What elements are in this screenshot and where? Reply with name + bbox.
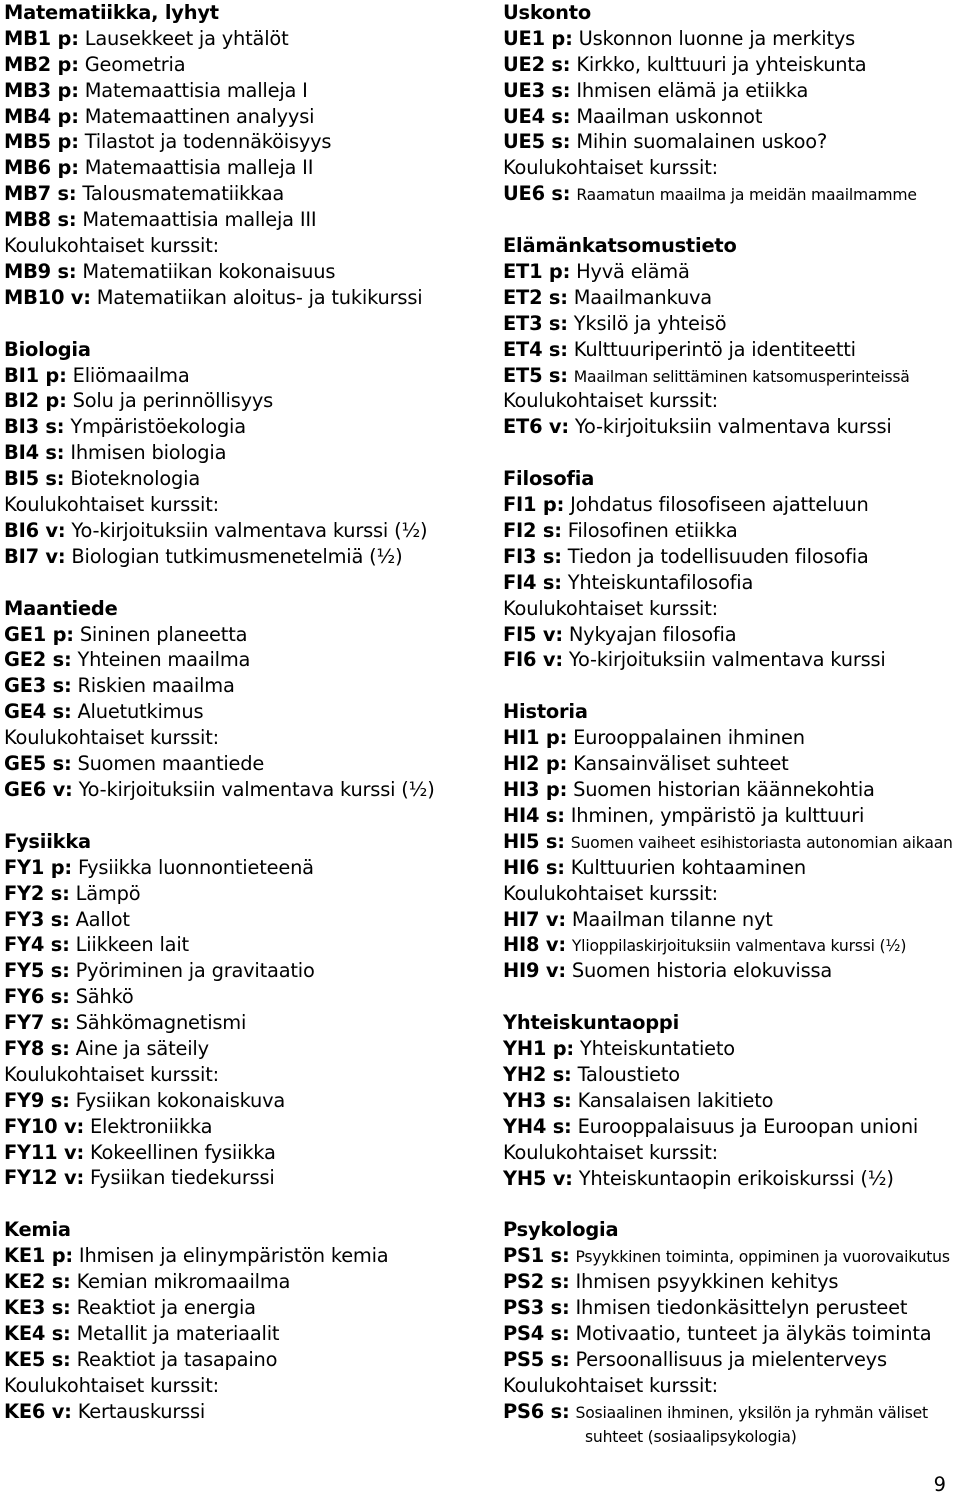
- course-title: Suomen maantiede: [77, 752, 265, 776]
- course-line: [4, 699, 492, 725]
- course-line: [4, 907, 492, 933]
- course-title: Eurooppalainen ihminen: [573, 726, 805, 750]
- course-title: Kokeellinen fysiikka: [90, 1140, 276, 1164]
- course-code: GE5 s:: [4, 752, 72, 776]
- school-specific-courses-label: [503, 388, 960, 414]
- course-title: Matemaattisia malleja III: [82, 208, 317, 232]
- course-line: [4, 129, 492, 155]
- course-title: Maailmankuva: [573, 285, 712, 309]
- course-title: Solu ja perinnöllisyys: [72, 389, 274, 413]
- course-line: [503, 829, 960, 855]
- subject-section-biologia: [4, 337, 492, 570]
- course-title: Aallot: [75, 907, 130, 931]
- course-title: Kansalaisen lakitieto: [577, 1088, 774, 1112]
- course-title: Yo-kirjoituksiin valmentava kurssi (½): [78, 777, 435, 801]
- course-line: [4, 104, 492, 130]
- course-line: [503, 1088, 960, 1114]
- course-code: GE3 s:: [4, 674, 72, 698]
- school-specific-courses-label: [503, 1140, 960, 1166]
- course-line: [503, 104, 960, 130]
- course-line: [503, 647, 960, 673]
- course-title: Eliömaailma: [72, 363, 190, 387]
- course-code: ET4 s:: [503, 337, 568, 361]
- course-code: MB10 v:: [4, 285, 91, 309]
- course-title: Liikkeen lait: [75, 933, 189, 957]
- course-code: ET6 v:: [503, 415, 569, 439]
- subject-heading: Historia: [503, 700, 588, 724]
- course-code: FI1 p:: [503, 493, 565, 517]
- course-line: [4, 363, 492, 389]
- course-title: Yo-kirjoituksiin valmentava kurssi: [568, 648, 886, 672]
- course-code: FY11 v:: [4, 1140, 85, 1164]
- course-title: Sähkö: [75, 985, 134, 1009]
- course-title: Biologian tutkimusmenetelmiä (½): [71, 544, 403, 568]
- course-line: [503, 129, 960, 155]
- school-specific-courses-label: [4, 233, 492, 259]
- course-title: Yhteiskuntaopin erikoiskurssi (½): [578, 1166, 894, 1190]
- left-column: [4, 0, 492, 1450]
- course-line: [503, 1295, 960, 1321]
- course-line: [4, 259, 492, 285]
- course-line: [4, 1036, 492, 1062]
- course-code: UE3 s:: [503, 78, 571, 102]
- subject-section-historia: [503, 699, 960, 984]
- course-code: UE5 s:: [503, 130, 571, 154]
- course-code: FY8 s:: [4, 1036, 70, 1060]
- course-code: BI1 p:: [4, 363, 67, 387]
- course-line: [503, 78, 960, 104]
- course-line: [503, 803, 960, 829]
- course-line: [503, 1036, 960, 1062]
- course-title-continuation: suhteet (sosiaalipsykologia): [585, 1427, 797, 1446]
- school-specific-courses-label: [503, 1373, 960, 1399]
- right-column: [503, 0, 960, 1476]
- course-code: BI4 s:: [4, 441, 65, 465]
- course-line: [503, 1321, 960, 1347]
- course-line: [4, 414, 492, 440]
- school-specific-courses-label: [503, 596, 960, 622]
- course-line: [503, 285, 960, 311]
- course-line: [4, 52, 492, 78]
- course-code: FY10 v:: [4, 1114, 85, 1138]
- course-line: [503, 777, 960, 803]
- course-code: PS6 s:: [503, 1399, 570, 1423]
- course-title: Matematiikan aloitus- ja tukikurssi: [96, 285, 423, 309]
- subject-heading: Yhteiskuntaoppi: [503, 1011, 680, 1035]
- course-line: [503, 855, 960, 881]
- course-code: KE1 p:: [4, 1244, 73, 1268]
- course-line: [4, 647, 492, 673]
- course-line: [4, 1088, 492, 1114]
- course-code: HI4 s:: [503, 803, 565, 827]
- course-title: Hyvä elämä: [576, 260, 690, 284]
- course-code: FY5 s:: [4, 959, 70, 983]
- course-line: [4, 1140, 492, 1166]
- course-line: [4, 1295, 492, 1321]
- course-code: MB3 p:: [4, 78, 79, 102]
- course-code: YH3 s:: [503, 1088, 572, 1112]
- course-line: [4, 466, 492, 492]
- course-code: FI6 v:: [503, 648, 563, 672]
- course-title: Koulukohtaiset kurssit:: [503, 596, 718, 620]
- course-line: [503, 363, 960, 389]
- course-title: Tilastot ja todennäköisyys: [84, 130, 332, 154]
- course-code: YH2 s:: [503, 1062, 572, 1086]
- course-line: [4, 181, 492, 207]
- course-code: BI6 v:: [4, 518, 66, 542]
- course-code: FY3 s:: [4, 907, 70, 931]
- course-title: Yhteiskuntatieto: [579, 1037, 735, 1061]
- course-title: Koulukohtaiset kurssit:: [4, 234, 219, 258]
- course-code: PS4 s:: [503, 1321, 570, 1345]
- course-code: PS2 s:: [503, 1270, 570, 1294]
- course-code: ET1 p:: [503, 260, 571, 284]
- course-title: Fysiikka luonnontieteenä: [77, 855, 314, 879]
- course-line: [4, 1321, 492, 1347]
- course-title: Reaktiot ja energia: [76, 1295, 256, 1319]
- course-code: HI8 v:: [503, 933, 566, 957]
- course-title: Koulukohtaiset kurssit:: [503, 389, 718, 413]
- subject-section-matematiikka-lyhyt: [4, 0, 492, 311]
- course-title: Geometria: [84, 52, 186, 76]
- course-code: KE3 s:: [4, 1295, 71, 1319]
- course-code: KE2 s:: [4, 1270, 71, 1294]
- course-code: YH4 s:: [503, 1114, 572, 1138]
- course-code: KE6 v:: [4, 1399, 72, 1423]
- subject-section-maantiede: [4, 596, 492, 803]
- course-code: MB1 p:: [4, 26, 79, 50]
- subject-heading: Psykologia: [503, 1218, 619, 1242]
- course-line: [503, 932, 960, 958]
- course-line: [4, 518, 492, 544]
- course-line: [503, 1347, 960, 1373]
- course-line: [503, 1062, 960, 1088]
- course-title: Maailman uskonnot: [576, 104, 763, 128]
- course-code: FI4 s:: [503, 570, 562, 594]
- course-line: [503, 907, 960, 933]
- course-line: [4, 155, 492, 181]
- course-title: Yo-kirjoituksiin valmentava kurssi: [574, 415, 892, 439]
- course-code: MB4 p:: [4, 104, 79, 128]
- course-code: FY9 s:: [4, 1088, 70, 1112]
- course-title: Pyöriminen ja gravitaatio: [75, 959, 315, 983]
- course-code: FI3 s:: [503, 544, 562, 568]
- course-title: Ihmisen biologia: [70, 441, 227, 465]
- course-title: Raamatun maailma ja meidän maailmamme: [576, 186, 917, 205]
- course-title: Metallit ja materiaalit: [76, 1321, 280, 1345]
- course-line: [4, 1399, 492, 1425]
- course-code: HI2 p:: [503, 752, 568, 776]
- course-line: [503, 725, 960, 751]
- course-title: Koulukohtaiset kurssit:: [503, 1373, 718, 1397]
- course-line: [503, 259, 960, 285]
- course-title: Reaktiot ja tasapaino: [76, 1347, 278, 1371]
- subject-heading: Fysiikka: [4, 829, 91, 853]
- course-line: [4, 207, 492, 233]
- course-line: [503, 1399, 960, 1425]
- course-title: Elektroniikka: [90, 1114, 213, 1138]
- course-code: PS5 s:: [503, 1347, 570, 1371]
- course-line: [4, 1243, 492, 1269]
- course-code: HI9 v:: [503, 959, 566, 983]
- course-line: [4, 544, 492, 570]
- course-line: [4, 777, 492, 803]
- course-line: [503, 544, 960, 570]
- course-code: FY2 s:: [4, 881, 70, 905]
- subject-heading: Uskonto: [503, 1, 591, 24]
- course-code: FY4 s:: [4, 933, 70, 957]
- course-title: Tiedon ja todellisuuden filosofia: [567, 544, 869, 568]
- subject-heading: Kemia: [4, 1218, 71, 1242]
- subject-heading: Biologia: [4, 337, 91, 361]
- course-code: FY7 s:: [4, 1011, 70, 1035]
- course-title: Ihmisen tiedonkäsittelyn perusteet: [575, 1296, 908, 1320]
- course-title: Ihmisen psyykkinen kehitys: [575, 1270, 839, 1294]
- course-line: [4, 622, 492, 648]
- course-title: Persoonallisuus ja mielenterveys: [575, 1347, 887, 1371]
- course-title: Koulukohtaiset kurssit:: [4, 1062, 219, 1086]
- course-title: Sininen planeetta: [79, 622, 248, 646]
- subject-section-kemia: [4, 1217, 492, 1424]
- course-title: Lämpö: [75, 881, 141, 905]
- course-line: [4, 26, 492, 52]
- course-line: [4, 1347, 492, 1373]
- course-title: Maailman selittäminen katsomusperinteissä: [573, 367, 910, 386]
- course-code: PS1 s:: [503, 1244, 570, 1268]
- course-code: YH5 v:: [503, 1166, 573, 1190]
- course-line: [503, 1114, 960, 1140]
- course-code: HI1 p:: [503, 726, 568, 750]
- course-line: [4, 1114, 492, 1140]
- course-code: UE4 s:: [503, 104, 571, 128]
- course-title: Kansainväliset suhteet: [573, 752, 789, 776]
- subject-section-uskonto: [503, 0, 960, 207]
- course-line: [503, 751, 960, 777]
- course-title: Uskonnon luonne ja merkitys: [578, 26, 856, 50]
- school-specific-courses-label: [503, 155, 960, 181]
- course-code: FI5 v:: [503, 622, 563, 646]
- course-code: MB8 s:: [4, 208, 77, 232]
- course-code: UE1 p:: [503, 26, 573, 50]
- course-title: Ihmisen ja elinympäristön kemia: [78, 1244, 389, 1268]
- subject-section-filosofia: [503, 466, 960, 673]
- course-code: KE4 s:: [4, 1321, 71, 1345]
- course-line: [503, 337, 960, 363]
- course-code: BI3 s:: [4, 415, 65, 439]
- course-title: Ihminen, ympäristö ja kulttuuri: [570, 803, 865, 827]
- course-code: UE2 s:: [503, 52, 571, 76]
- course-title: Fysiikan kokonaiskuva: [75, 1088, 286, 1112]
- course-title: Riskien maailma: [77, 674, 235, 698]
- course-title: Koulukohtaiset kurssit:: [503, 1140, 718, 1164]
- course-title: Koulukohtaiset kurssit:: [4, 726, 219, 750]
- course-title: Yhteinen maailma: [77, 648, 251, 672]
- course-title: Motivaatio, tunteet ja älykäs toiminta: [575, 1321, 932, 1345]
- course-title: Koulukohtaiset kurssit:: [503, 881, 718, 905]
- course-code: GE1 p:: [4, 622, 74, 646]
- course-code: GE4 s:: [4, 700, 72, 724]
- course-line: [503, 26, 960, 52]
- course-title: Mihin suomalainen uskoo?: [576, 130, 828, 154]
- course-code: KE5 s:: [4, 1347, 71, 1371]
- course-title: Lausekkeet ja yhtälöt: [84, 26, 289, 50]
- course-title: Sähkömagnetismi: [75, 1011, 247, 1035]
- course-line: [4, 984, 492, 1010]
- course-title: Nykyajan filosofia: [568, 622, 737, 646]
- course-code: BI7 v:: [4, 544, 66, 568]
- course-title: Fysiikan tiedekurssi: [90, 1166, 275, 1190]
- school-specific-courses-label: [503, 881, 960, 907]
- course-line: [4, 751, 492, 777]
- course-title: Yo-kirjoituksiin valmentava kurssi (½): [71, 518, 428, 542]
- subject-heading: Maantiede: [4, 596, 118, 620]
- course-title: Kulttuuriperintö ja identiteetti: [573, 337, 856, 361]
- course-code: HI3 p:: [503, 778, 568, 802]
- course-code: ET5 s:: [503, 363, 568, 387]
- course-code: GE2 s:: [4, 648, 72, 672]
- course-line: [4, 1269, 492, 1295]
- course-line: [4, 388, 492, 414]
- course-title: Sosiaalinen ihminen, yksilön ja ryhmän väliset: [575, 1403, 928, 1422]
- course-line: [503, 1269, 960, 1295]
- course-title: Kemian mikromaailma: [76, 1270, 291, 1294]
- course-title: Psyykkinen toiminta, oppiminen ja vuorovaikutus: [575, 1248, 950, 1267]
- course-line: [4, 673, 492, 699]
- course-line: [4, 285, 492, 311]
- course-title: Ympäristöekologia: [70, 415, 246, 439]
- course-line: [503, 958, 960, 984]
- course-line: [4, 1010, 492, 1036]
- course-line: [503, 492, 960, 518]
- course-code: UE6 s:: [503, 182, 571, 206]
- course-title: Yksilö ja yhteisö: [573, 311, 727, 335]
- course-title: Matemaattisia malleja II: [84, 156, 314, 180]
- course-title: Suomen historia elokuvissa: [571, 959, 833, 983]
- course-line: [503, 52, 960, 78]
- subject-section-fysiikka: [4, 829, 492, 1191]
- course-code: FY1 p:: [4, 855, 72, 879]
- course-title: Matemaattisia malleja I: [84, 78, 308, 102]
- course-title: Talousmatematiikkaa: [82, 182, 285, 206]
- course-code: YH1 p:: [503, 1037, 574, 1061]
- course-line: [503, 181, 960, 207]
- course-title: Kulttuurien kohtaaminen: [570, 855, 806, 879]
- course-title: Koulukohtaiset kurssit:: [4, 1373, 219, 1397]
- course-title: Aluetutkimus: [77, 700, 204, 724]
- subject-heading: Matematiikka, lyhyt: [4, 1, 219, 24]
- course-code: MB5 p:: [4, 130, 79, 154]
- course-title: Aine ja säteily: [75, 1036, 209, 1060]
- course-code: FI2 s:: [503, 519, 562, 543]
- school-specific-courses-label: [4, 1062, 492, 1088]
- course-line: [4, 440, 492, 466]
- course-line: [503, 518, 960, 544]
- course-line: [503, 570, 960, 596]
- course-line: [503, 311, 960, 337]
- course-code: MB2 p:: [4, 52, 79, 76]
- course-line: [503, 622, 960, 648]
- course-title: Taloustieto: [577, 1062, 680, 1086]
- course-code: MB7 s:: [4, 182, 77, 206]
- school-specific-courses-label: [4, 725, 492, 751]
- course-code: FY12 v:: [4, 1166, 85, 1190]
- course-title: Yhteiskuntafilosofia: [567, 570, 754, 594]
- course-title: Eurooppalaisuus ja Euroopan unioni: [577, 1114, 919, 1138]
- course-title: Suomen vaiheet esihistoriasta autonomian aikaan: [570, 833, 953, 852]
- course-title: Koulukohtaiset kurssit:: [503, 156, 718, 180]
- course-line: [4, 881, 492, 907]
- course-line: [4, 78, 492, 104]
- course-title: Johdatus filosofiseen ajatteluun: [570, 493, 869, 517]
- course-line: [4, 958, 492, 984]
- course-title: Matematiikan kokonaisuus: [82, 259, 336, 283]
- course-line: [503, 414, 960, 440]
- course-title: Kirkko, kulttuuri ja yhteiskunta: [576, 52, 867, 76]
- course-title: Matemaattinen analyysi: [84, 104, 315, 128]
- course-code: MB6 p:: [4, 156, 79, 180]
- subject-heading: Elämänkatsomustieto: [503, 234, 737, 258]
- subject-section-psykologia: [503, 1217, 960, 1450]
- course-code: MB9 s:: [4, 259, 77, 283]
- course-line: [503, 1166, 960, 1192]
- course-line: [4, 855, 492, 881]
- course-code: FY6 s:: [4, 985, 70, 1009]
- course-title: Bioteknologia: [70, 467, 201, 491]
- course-code: HI5 s:: [503, 829, 565, 853]
- course-code: ET3 s:: [503, 311, 568, 335]
- course-title: Ihmisen elämä ja etiikka: [576, 78, 809, 102]
- course-code: BI2 p:: [4, 389, 67, 413]
- page-number: 9: [933, 1473, 946, 1496]
- school-specific-courses-label: [4, 1373, 492, 1399]
- course-code: ET2 s:: [503, 285, 568, 309]
- course-title: Filosofinen etiikka: [567, 519, 738, 543]
- course-title: Koulukohtaiset kurssit:: [4, 493, 219, 517]
- course-code: GE6 v:: [4, 777, 73, 801]
- course-code: PS3 s:: [503, 1296, 570, 1320]
- course-title: Kertauskurssi: [77, 1399, 206, 1423]
- course-line: [503, 1243, 960, 1269]
- course-code: BI5 s:: [4, 467, 65, 491]
- school-specific-courses-label: [4, 492, 492, 518]
- course-title: Ylioppilaskirjoituksiin valmentava kurssi (½): [571, 937, 907, 956]
- subject-heading: Filosofia: [503, 467, 595, 491]
- course-line: [4, 1165, 492, 1191]
- course-line: [4, 932, 492, 958]
- subject-section-yhteiskuntaoppi: [503, 1010, 960, 1191]
- course-code: HI6 s:: [503, 855, 565, 879]
- course-title: Maailman tilanne nyt: [571, 907, 773, 931]
- course-title: Suomen historian käännekohtia: [573, 778, 875, 802]
- course-code: HI7 v:: [503, 907, 566, 931]
- subject-section-el-m-nkatsomustieto: [503, 233, 960, 440]
